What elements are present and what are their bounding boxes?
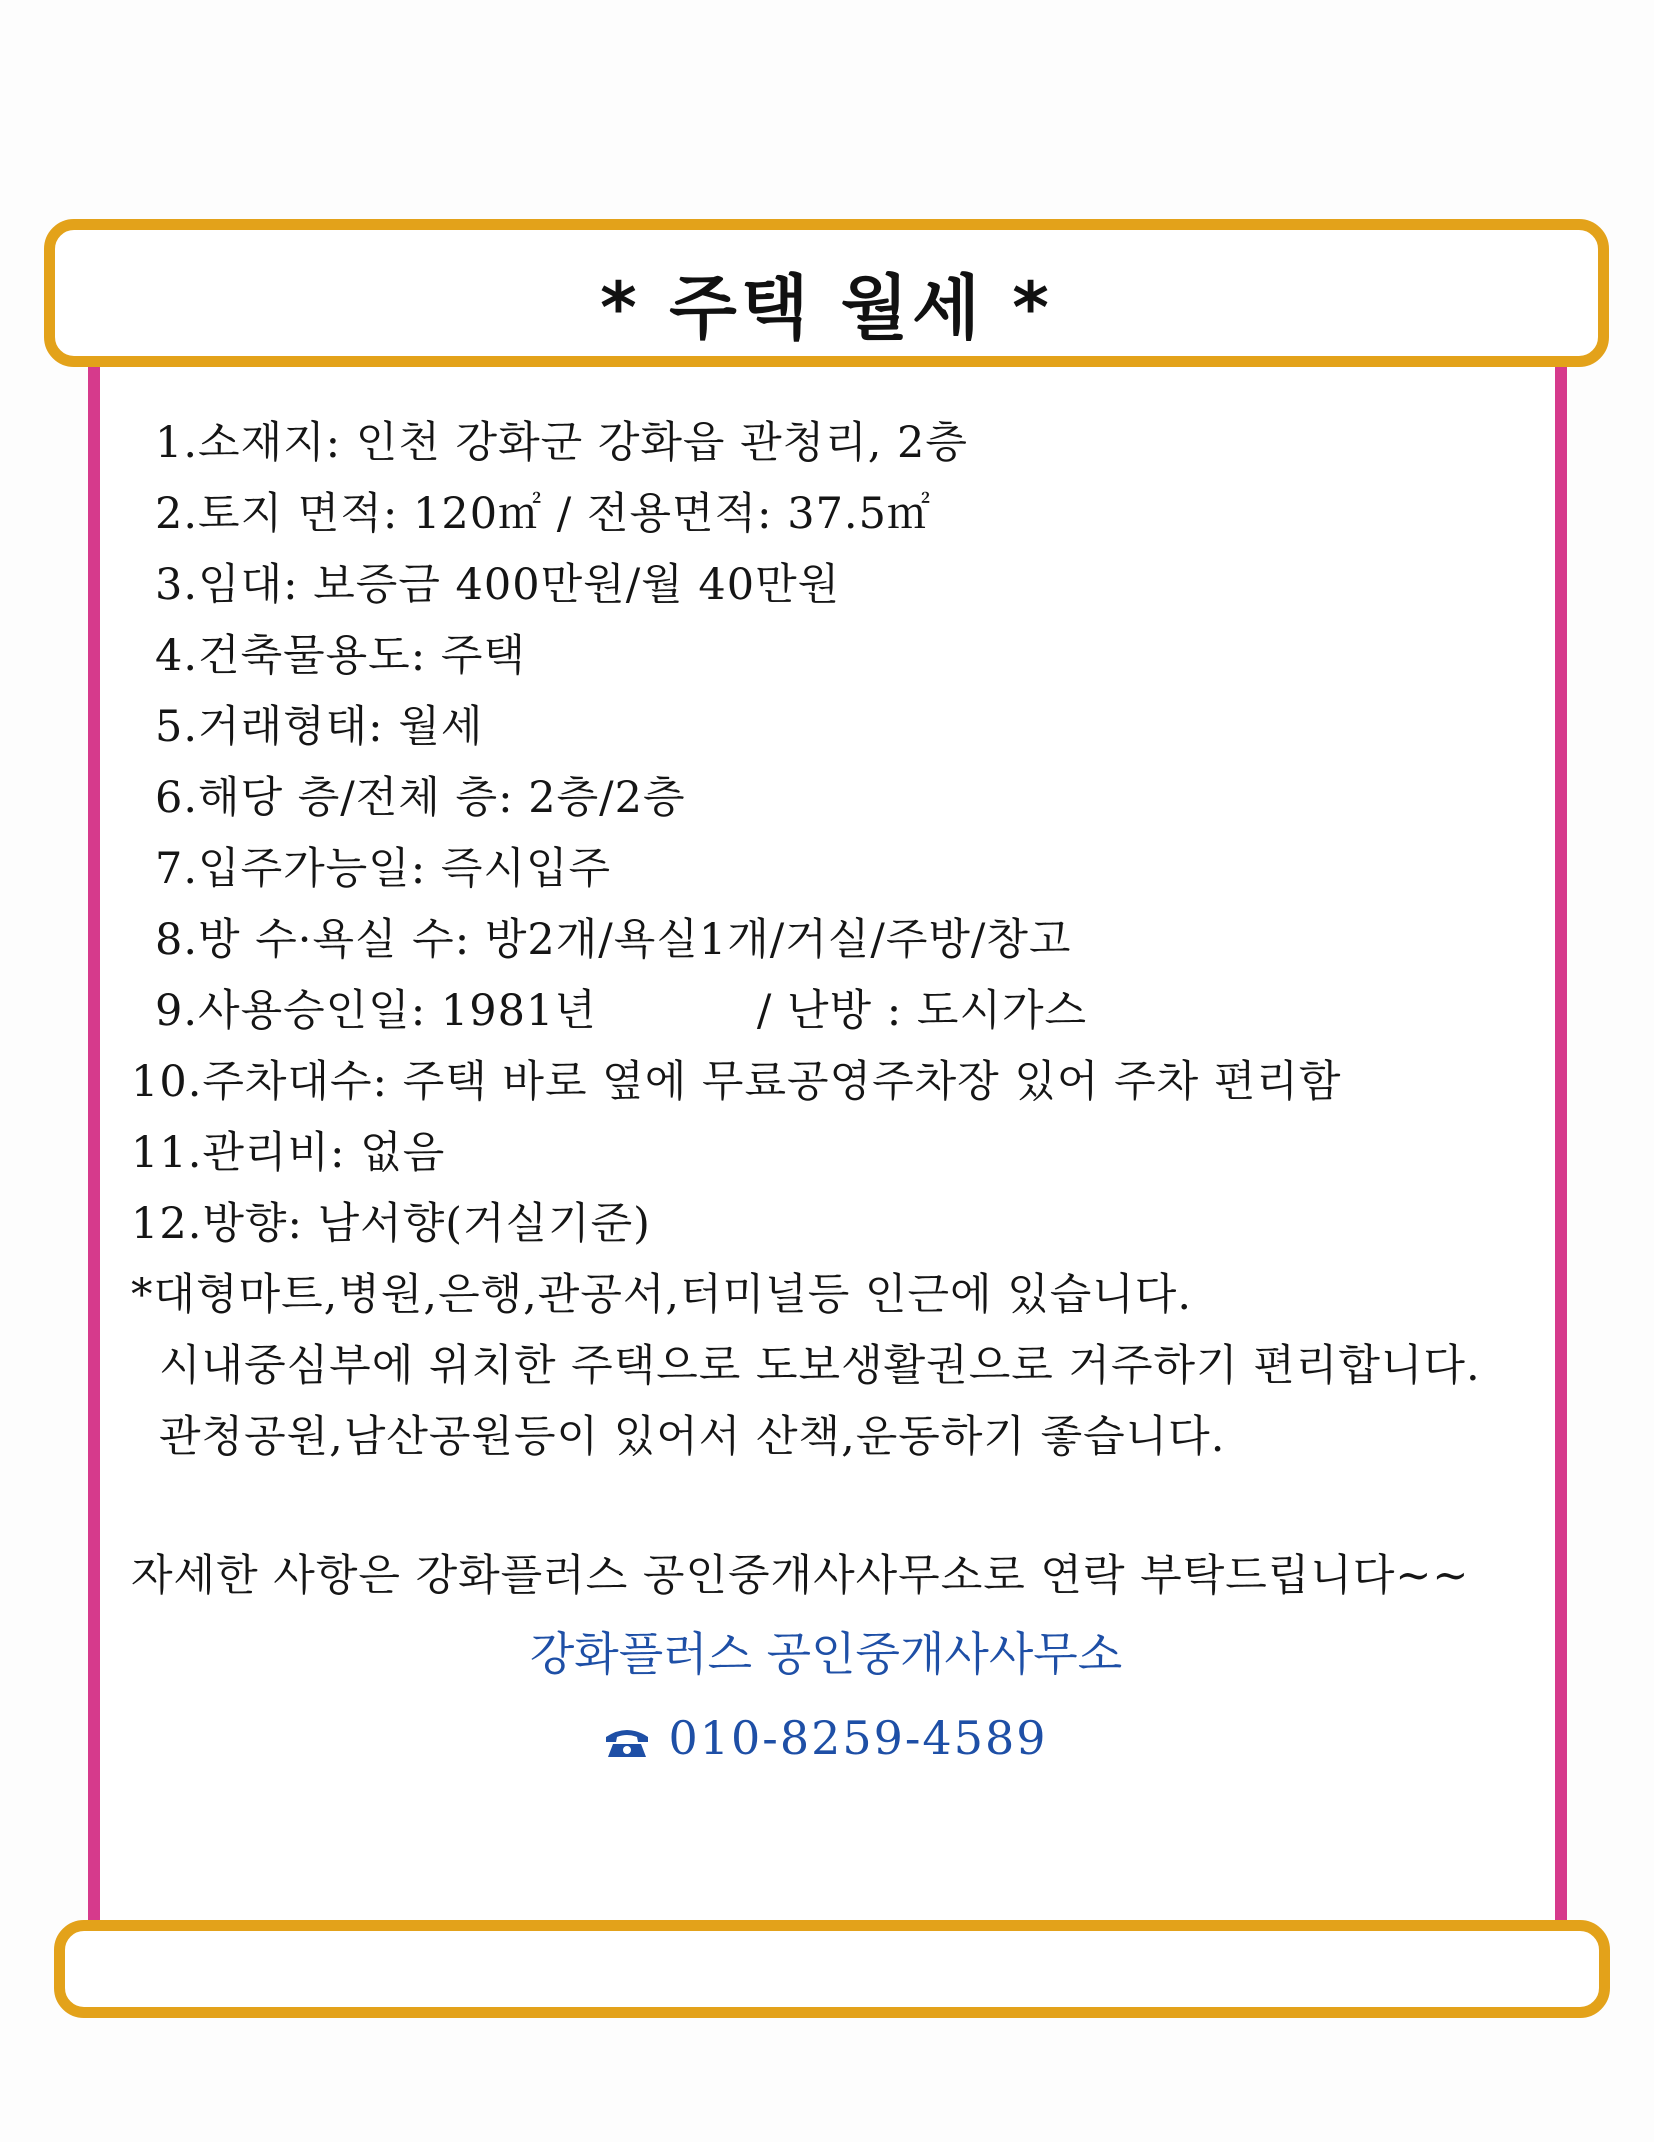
listing-item-parking: 10.주차대수: 주택 바로 옆에 무료공영주차장 있어 주차 편리함 bbox=[131, 1057, 1342, 1107]
listing-item-location: 1.소재지: 인천 강화군 강화읍 관청리, 2층 bbox=[155, 418, 968, 468]
note-nearby: *대형마트,병원,은행,관공서,터미널등 인근에 있습니다. bbox=[131, 1270, 1193, 1320]
listing-item-rent: 3.임대: 보증금 400만원/월 40만원 bbox=[155, 560, 841, 610]
listing-item-deal-type: 5.거래형태: 월세 bbox=[155, 702, 484, 752]
listing-item-floor: 6.해당 층/전체 층: 2층/2층 bbox=[155, 773, 686, 823]
title-banner bbox=[44, 219, 1609, 367]
listing-item-maintenance: 11.관리비: 없음 bbox=[131, 1128, 446, 1178]
listing-item-move-in: 7.입주가능일: 즉시입주 bbox=[155, 844, 612, 894]
listing-item-area: 2.토지 면적: 120㎡ / 전용면적: 37.5㎡ bbox=[155, 489, 931, 539]
heating-type: / 난방 : 도시가스 bbox=[756, 986, 1088, 1036]
note-parks: 관청공원,남산공원등이 있어서 산책,운동하기 좋습니다. bbox=[159, 1412, 1226, 1462]
note-location: 시내중심부에 위치한 주택으로 도보생활권으로 거주하기 편리합니다. bbox=[159, 1341, 1481, 1391]
listing-content bbox=[131, 408, 1551, 1780]
bottom-banner bbox=[54, 1920, 1610, 2018]
phone-number: 010-8259-4589 bbox=[668, 1711, 1048, 1765]
phone-row bbox=[131, 1696, 1551, 1780]
page-title: * 주택 월세 * bbox=[600, 267, 1053, 349]
office-name: 강화플러스 공인중개사사무소 bbox=[529, 1627, 1123, 1681]
listing-item-building-use: 4.건축물용도: 주택 bbox=[155, 631, 526, 681]
listing-item-rooms: 8.방 수·욕실 수: 방2개/욕실1개/거실/주방/창고 bbox=[155, 915, 1072, 965]
contact-note: 자세한 사항은 강화플러스 공인중개사사무소로 연락 부탁드립니다~~ bbox=[131, 1551, 1470, 1601]
approval-date: 9.사용승인일: 1981년 bbox=[155, 986, 597, 1036]
telephone-icon bbox=[604, 1725, 650, 1759]
listing-item-direction: 12.방향: 남서향(거실기준) bbox=[131, 1199, 651, 1249]
listing-item-approval-heating bbox=[131, 976, 1551, 1047]
